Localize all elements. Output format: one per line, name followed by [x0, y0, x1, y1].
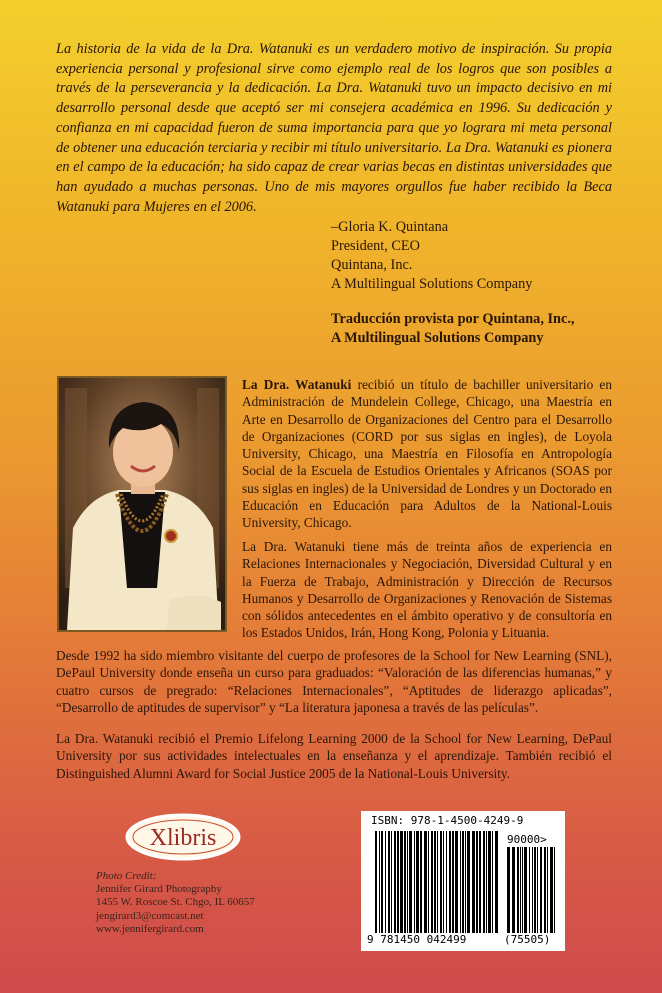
barcode-bar — [446, 831, 447, 933]
author-bio-paragraph-1-text: recibió un título de bachiller universitario en Administración de Mundelein College, Chicago, una Maestría en Arte en Desarrollo de Organizaciones del Centro para el Desarrollo de Organizaciones (CORD por sus siglas en ingles), de Loyola University, Chicago, una Maestría en Filosofía en Antropología Social de la Escuela de Estudios Orientales y Africanos (SOAS por sus siglas en ingles) de la Universidad de Londres y un Doctorado en Educación en Educación para Adultos de la National-Louis University, Chicago. — [242, 377, 612, 531]
barcode-bar — [400, 831, 403, 933]
author-portrait-illustration — [59, 378, 225, 630]
barcode-bar — [379, 831, 380, 933]
barcode-bar — [465, 831, 466, 933]
barcode-bar — [488, 831, 491, 933]
signature-company: Quintana, Inc. — [331, 257, 413, 273]
barcode-bar — [547, 847, 548, 933]
barcode-bar — [420, 831, 422, 933]
barcode-bar — [483, 831, 485, 933]
translation-line-2: A Multilingual Solutions Company — [331, 330, 544, 346]
signature-tagline: A Multilingual Solutions Company — [331, 276, 533, 292]
barcode-bar — [495, 831, 498, 933]
barcode-bars — [361, 811, 565, 951]
barcode-bar — [472, 831, 475, 933]
barcode-bar — [437, 831, 438, 933]
translation-line-1: Traducción provista por Quintana, Inc., — [331, 311, 575, 327]
barcode-bar — [375, 831, 377, 933]
barcode-bar — [524, 847, 527, 933]
xlibris-logo-text: Xlibris — [149, 825, 217, 851]
barcode-bar — [492, 831, 493, 933]
barcode-bar — [520, 847, 521, 933]
barcode-bar — [385, 831, 386, 933]
barcode-bar — [409, 831, 412, 933]
signature-name: –Gloria K. Quintana — [331, 219, 449, 235]
barcode-bar — [462, 831, 464, 933]
barcode-bar — [416, 831, 419, 933]
testimonial-quote: La historia de la vida de la Dra. Watanuki es un verdadero motivo de inspiración. Su propia experiencia personal y profesional sirve como ejemplo real de los logros que son posibles a través de la perseverancia y la dedicación. La Dra. Watanuki tuvo un impacto decisivo en mi desarrollo personal desde que aceptó ser mi consejera académica en 1996. Su dedicación y confianza en mi capacidad fueron de suma importancia para que yo lograra mi meta personal de obtener una educación terciaria y recibir mi título universitario. La Dra. Watanuki es pionera en el campo de la educación; ha sido capaz de crear varias becas en distintas universidades que han ayudado a muchas personas. Uno de mis mayores orgullos fue haber recibido la Beca Watanuki para Mujeres en el 2006. — [56, 41, 612, 215]
barcode-bar — [434, 831, 436, 933]
barcode-bar — [532, 847, 533, 933]
barcode-bar — [394, 831, 396, 933]
isbn-barcode — [361, 811, 565, 951]
barcode-bar — [455, 831, 458, 933]
author-bio-paragraph-2: La Dra. Watanuki tiene más de treinta años de experiencia en Relaciones Internacionales y Negociación, Diversidad Cultural y en la Fuerza de Trabajo, Administración y Dirección de Recursos Humanos y Desarrollo de Organizaciones y Renovación de Sistemas con sólidos antecedentes en el ámbito operativo y de consultoría en los Estados Unidos, Irán, Hong Kong, Polonia y Lituania. — [242, 539, 612, 641]
barcode-bar — [534, 847, 536, 933]
barcode-bar — [507, 847, 510, 933]
xlibris-logo — [124, 811, 242, 863]
barcode-bar — [467, 831, 470, 933]
barcode-bar — [512, 847, 515, 933]
isbn-number: ISBN: 978-1-4500-4249-9 — [371, 814, 524, 827]
translation-credit — [331, 310, 631, 348]
barcode-bar — [440, 831, 442, 933]
barcode-bar — [414, 831, 415, 933]
barcode-bar — [544, 847, 546, 933]
barcode-bar — [540, 847, 542, 933]
barcode-bar — [431, 831, 433, 933]
barcode-bar — [486, 831, 487, 933]
photo-credit-address: 1455 W. Roscoe St. Chgo, IL 60657 — [96, 896, 255, 909]
barcode-bar — [388, 831, 390, 933]
barcode-price-digits: (75505) — [504, 933, 551, 946]
barcode-bar — [479, 831, 481, 933]
barcode-bar — [449, 831, 451, 933]
barcode-bar — [397, 831, 399, 933]
barcode-bar — [517, 847, 519, 933]
barcode-bar — [407, 831, 408, 933]
barcode-bar — [460, 831, 461, 933]
barcode-bar — [381, 831, 383, 933]
barcode-digits: 9 781450 042499 — [367, 933, 467, 946]
barcode-bar — [443, 831, 444, 933]
price-code: 90000> — [507, 833, 547, 846]
barcode-bar — [452, 831, 454, 933]
barcode-bar — [550, 847, 553, 933]
photo-credit-studio: Jennifer Girard Photography — [96, 883, 222, 896]
photo-credit-label: Photo Credit: — [96, 870, 157, 882]
barcode-bar — [554, 847, 555, 933]
barcode-bar — [391, 831, 392, 933]
barcode-bar — [476, 831, 478, 933]
barcode-bar — [424, 831, 427, 933]
author-photo — [57, 376, 227, 632]
photo-credit-website: www.jennifergirard.com — [96, 922, 204, 935]
barcode-bar — [428, 831, 429, 933]
signature-role: President, CEO — [331, 238, 420, 254]
photo-credit — [96, 870, 336, 936]
author-bio-paragraph-3: Desde 1992 ha sido miembro visitante del cuerpo de profesores de la School for New Learning (SNL), DePaul University donde enseña un curso para graduados: “Valoración de las diferencias humanas,” y cuatro cursos de pregrado: “Relaciones Internacionales”, “Aptitudes de liderazgo aplicadas”, “Desarrollo de aptitudes de supervisor” y “La literatura japonesa a través de las películas”. — [56, 648, 612, 715]
author-bio-paragraph-4: La Dra. Watanuki recibió el Premio Lifelong Learning 2000 de la School for New Learning, DePaul University por sus actividades intelectuales en la enseñanza y el aprendizaje. También recibió el Distinguished Alumni Award for Social Justice 2005 de la National-Louis University. — [56, 731, 612, 781]
barcode-bar — [522, 847, 523, 933]
barcode-bar — [404, 831, 406, 933]
barcode-bar — [537, 847, 538, 933]
photo-credit-email: jengirard3@comcast.net — [96, 909, 204, 922]
author-bio-paragraph-1 — [242, 376, 612, 532]
testimonial-signature — [331, 218, 621, 294]
author-name: La Dra. Watanuki — [242, 377, 352, 392]
barcode-bar — [529, 847, 530, 933]
